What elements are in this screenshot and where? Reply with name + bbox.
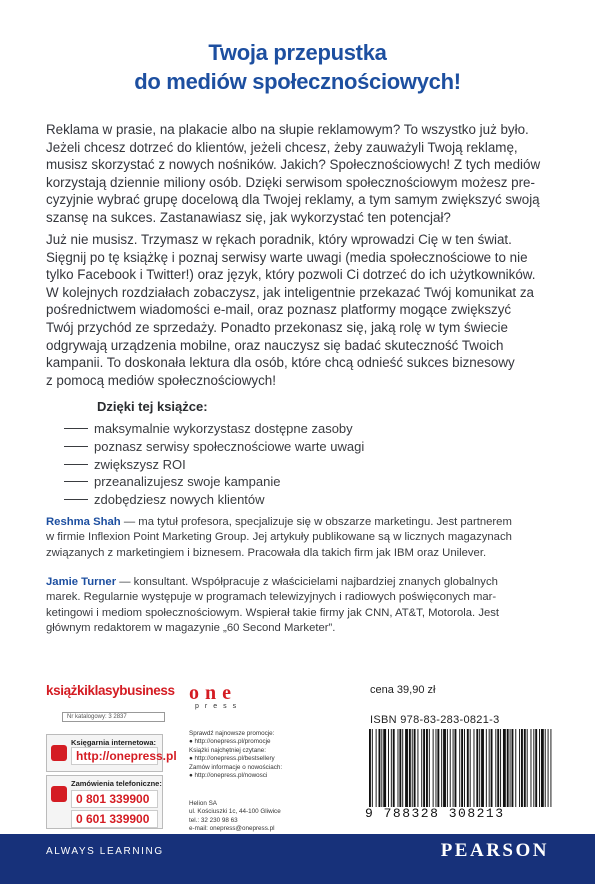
- logo-one: one: [189, 682, 237, 704]
- text-line: tylko Facebook i Twitter!) oraz język, który pozwoli Ci dotrzeć do ich użytkowników.: [46, 267, 536, 283]
- barcode-bar: [531, 729, 532, 807]
- text-line[interactable]: e-mail: onepress@onepress.pl: [189, 825, 275, 833]
- text-line: [46, 575, 556, 590]
- text-line: tel.: 32 230 98 63: [189, 816, 238, 824]
- barcode-bar: [541, 729, 544, 807]
- text-line: Książki najchętniej czytane:: [189, 746, 267, 754]
- barcode-bar: [391, 729, 392, 807]
- barcode-bar: [503, 729, 506, 807]
- author-bio-jamie-turner: [46, 575, 556, 637]
- text-line[interactable]: ● http://onepress.pl/nowosci: [189, 772, 268, 780]
- barcode-number: 9 788328 308213: [365, 806, 505, 821]
- list-item: [64, 438, 364, 456]
- phone-number-2: 0 601 339900: [71, 810, 158, 828]
- text-line: musisz skorzystać z nowych nośników. Jakich? Społecznościowych! Z tych mediów: [46, 157, 541, 173]
- barcode-bar: [535, 729, 537, 807]
- text-line: [46, 515, 556, 530]
- barcode-bar: [515, 729, 516, 807]
- barcode-bar: [429, 729, 430, 807]
- barcode-bar: [437, 729, 439, 807]
- barcode-bar: [450, 729, 451, 807]
- text-line: pośrednictwem wiadomości e-mail, oraz poznasz platformy mogące zwiększyć: [46, 302, 512, 318]
- dash-icon: [64, 464, 88, 465]
- benefits-list: [64, 420, 364, 509]
- dash-icon: [64, 428, 88, 429]
- barcode-bar: [548, 729, 549, 807]
- text-line: z pomocą mediów społecznościowych!: [46, 372, 276, 388]
- phone-order-box: [46, 775, 163, 829]
- barcode-bar: [455, 729, 457, 807]
- barcode-bar: [497, 729, 499, 807]
- title-line: do mediów społecznościowych!: [134, 69, 461, 94]
- barcode-bar: [521, 729, 523, 807]
- phone-icon: [51, 786, 67, 802]
- barcode-bar: [500, 729, 501, 807]
- barcode-bar: [453, 729, 454, 807]
- text-line: kampanii. To doskonała lektura dla osób, które chcą odnieść sukces biznesowy: [46, 355, 515, 371]
- text-line: Sprawdź najnowsze promocje:: [189, 730, 275, 737]
- barcode-bar: [379, 729, 381, 807]
- barcode-bar: [393, 729, 395, 807]
- phone-label: Zamówienia telefoniczne:: [71, 779, 162, 788]
- barcode-bar: [519, 729, 520, 807]
- author-name: Reshma Shah: [46, 516, 121, 528]
- text-line: w firmie Inflexion Point Marketing Group. Jej artykuły publikowane są w licznych magazynach: [46, 531, 512, 544]
- barcode-bar: [459, 729, 460, 807]
- barcode-bar: [474, 729, 475, 807]
- text-line: odgrywają urządzenia mobilne, oraz nauczysz się badać skuteczność Twoich: [46, 337, 504, 353]
- bookstore-box: [46, 734, 177, 772]
- barcode-bar: [426, 729, 428, 807]
- text-line: ketingowi i mediom społecznościowym. Wspierał takie firmy jak CNN, AT&T, Motorola. Jest: [46, 606, 500, 619]
- text-line: korzystają dziennie miliony osób. Dzięki serwisom społecznościowym możesz pre-: [46, 174, 535, 190]
- footer-logo: PEARSON: [440, 840, 549, 861]
- text-line: Reklama w prasie, na plakacie albo na słupie reklamowym? To wszystko już było.: [46, 122, 529, 137]
- text-line: Jeżeli chcesz dotrzeć do klientów, jeżeli chcesz, żeby zauważyli Twoją reklamę,: [46, 139, 518, 155]
- text-line: marek. Regularnie występuje w programach telewizyjnych i radiowych poświęconych mar-: [46, 591, 497, 604]
- barcode-bar: [405, 729, 408, 807]
- list-item: [64, 473, 364, 491]
- onepress-logo: [189, 683, 269, 710]
- list-item: [64, 456, 364, 474]
- text-line: Twój przychód ze sprzedaży. Ponadto przekonasz się, jaką rolę w tym świecie: [46, 319, 508, 335]
- barcode-bar: [417, 729, 418, 807]
- barcode-bar: [402, 729, 403, 807]
- text-line: Helion SA: [189, 800, 218, 807]
- barcode-bar: [491, 729, 493, 807]
- logo-press: press: [195, 703, 243, 710]
- barcode-bar: [436, 729, 437, 807]
- text-line: cyzyjnie wybrać grupę docelową dla Twojej reklamy, a tym samym zwiększyć swoją: [46, 192, 540, 208]
- barcode-bar: [527, 729, 528, 807]
- list-item-text: zwiększysz ROI: [94, 456, 186, 472]
- barcode-bar: [381, 729, 382, 807]
- barcode-bar: [524, 729, 526, 807]
- description-paragraph-1: [46, 121, 556, 227]
- barcode-bar: [412, 729, 413, 807]
- bookstore-label: Księgarnia internetowa:: [71, 738, 157, 747]
- barcode-bar: [539, 729, 540, 807]
- barcode-bar: [545, 729, 546, 807]
- barcode-bar: [372, 729, 373, 807]
- list-item: [64, 420, 364, 438]
- barcode-bar: [533, 729, 534, 807]
- text-line[interactable]: ● http://onepress.pl/bestsellery: [189, 755, 275, 763]
- text-line: głównym redaktorem w magazynie „60 Second Marketer”.: [46, 622, 336, 635]
- text-line: Sięgnij po tę książkę i poznaj serwisy warte uwagi (media społecznościowe to nie: [46, 249, 528, 265]
- bookstore-url[interactable]: http://onepress.pl: [71, 747, 158, 765]
- text-line: W kolejnych rozdziałach zobaczysz, jak inteligentnie przekazać Twój komunikat za: [46, 284, 534, 300]
- bio-text: — konsultant. Współpracuje z właścicielami najbardziej znanych globalnych: [116, 576, 498, 588]
- phone-number-1: 0 801 339900: [71, 790, 158, 808]
- barcode-bar: [476, 729, 478, 807]
- barcode-bar: [481, 729, 484, 807]
- text-line: ul. Kościuszki 1c, 44-100 Gliwice: [189, 808, 281, 816]
- barcode-bar: [421, 729, 422, 807]
- barcode-bar: [464, 729, 465, 807]
- list-item-text: przeanalizujesz swoje kampanie: [94, 474, 281, 490]
- price: cena 39,90 zł: [370, 684, 436, 696]
- list-item-text: poznasz serwisy społecznościowe warte uwagi: [94, 438, 365, 454]
- list-item: [64, 491, 364, 509]
- promo-info: [189, 730, 349, 780]
- barcode-bar: [376, 729, 377, 807]
- barcode-bar: [479, 729, 480, 807]
- barcode-bar: [486, 729, 487, 807]
- isbn: ISBN 978-83-283-0821-3: [370, 714, 500, 726]
- barcode: [365, 729, 555, 807]
- text-line: Już nie musisz. Trzymasz w rękach poradnik, który wprowadzi Cię w ten świat.: [46, 232, 512, 247]
- series-brand-logo: książkiklasybusiness: [46, 683, 175, 698]
- barcode-bar: [495, 729, 496, 807]
- barcode-bar: [369, 729, 371, 807]
- barcode-bar: [441, 729, 442, 807]
- barcode-bar: [550, 729, 551, 807]
- list-item-text: zdobędziesz nowych klientów: [94, 492, 265, 508]
- barcode-bar: [388, 729, 389, 807]
- author-bio-reshma-shah: [46, 515, 556, 561]
- barcode-bar: [433, 729, 434, 807]
- text-line: związanych z marketingiem i biznesem. Pracowała dla takich firm jak IBM oraz Unilever.: [46, 546, 487, 559]
- barcode-bar: [510, 729, 511, 807]
- text-line[interactable]: ● http://onepress.pl/promocje: [189, 738, 271, 746]
- barcode-bar: [461, 729, 463, 807]
- barcode-bar: [467, 729, 469, 807]
- barcode-bar: [409, 729, 411, 807]
- text-line: szansę na sukces. Zastanawiasz się, jak wykorzystać ten potencjał?: [46, 209, 451, 225]
- text-line: Zamów informacje o nowościach:: [189, 763, 283, 771]
- footer-bar: [0, 834, 595, 884]
- barcode-bar: [423, 729, 425, 807]
- barcode-bar: [399, 729, 401, 807]
- barcode-bar: [414, 729, 416, 807]
- barcode-bar: [489, 729, 490, 807]
- barcode-bar: [507, 729, 509, 807]
- barcode-bar: [512, 729, 514, 807]
- title-line: Twoja przepustka: [208, 40, 387, 65]
- bio-text: — ma tytuł profesora, specjalizuje się w obszarze marketingu. Jest partnerem: [120, 516, 512, 528]
- footer-tagline: ALWAYS LEARNING: [46, 846, 164, 857]
- benefits-heading: Dzięki tej książce:: [97, 399, 208, 414]
- description-paragraph-2: [46, 231, 556, 389]
- barcode-bar: [470, 729, 471, 807]
- barcode-bar: [398, 729, 399, 807]
- barcode-bar: [443, 729, 446, 807]
- catalog-number: Nr katalogowy: 3 2837: [62, 712, 165, 722]
- barcode-bar: [383, 729, 386, 807]
- dash-icon: [64, 481, 88, 482]
- author-name: Jamie Turner: [46, 576, 117, 588]
- list-item-text: maksymalnie wykorzystasz dostępne zasoby: [94, 421, 353, 436]
- dash-icon: [64, 499, 88, 500]
- cart-icon: [51, 745, 67, 761]
- book-title: [0, 38, 595, 96]
- dash-icon: [64, 446, 88, 447]
- barcode-bar: [447, 729, 448, 807]
